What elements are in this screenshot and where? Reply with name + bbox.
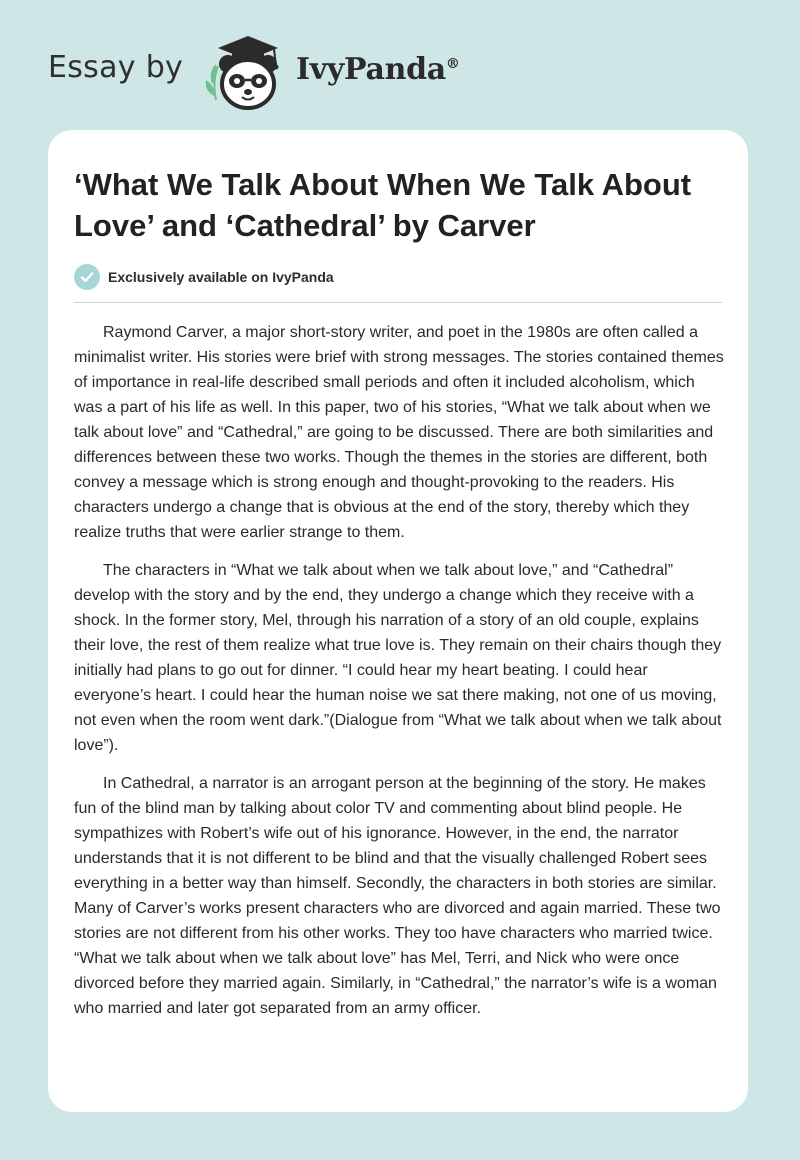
essay-card — [48, 130, 748, 1112]
brand-label: IvyPanda — [296, 52, 446, 87]
registered-mark: ® — [445, 56, 460, 72]
site-header — [0, 0, 800, 130]
brand-name[interactable] — [296, 52, 460, 87]
divider — [74, 302, 722, 303]
paragraph: In Cathedral, a narrator is an arrogant person at the beginning of the story. He makes fun of the blind man by talking about color TV and commenting about blind people. He sympathizes with Robert’s wife out of his ignorance. However, in the end, the narrator understands that it is not different to be blind and that the visually challenged Robert sees everything in a better way than himself. Secondly, the characters in both stories are similar. Many of Carver’s works present characters who are divorced and again married. These two stories are not different from his other works. They too have characters who married twice. “What we talk about when we talk about love” has Mel, Terri, and Nick who were once divorced before they married again. Similarly, in “Cathedral,” the narrator’s wife is a woman who married and later got separated from an army officer. — [74, 775, 721, 1017]
exclusive-badge-label: Exclusively available on IvyPanda — [108, 269, 334, 285]
check-circle-icon — [74, 264, 100, 290]
paragraph: Raymond Carver, a major short-story writer, and poet in the 1980s are often called a minimalist writer. His stories were brief with strong messages. The stories contained themes of importance in real-life described small periods and often it included alcoholism, which was a part of his life as well. In this paper, two of his stories, “What we talk about when we talk about love” and “Cathedral,” are going to be discussed. There are both similarities and differences between these two works. Though the themes in the stories are different, both convey a message which is strong enough and thought-provoking to the readers. His characters undergo a change that is obvious at the end of the story, thereby which they realize truths that were earlier strange to them. — [74, 324, 724, 541]
essay-body — [74, 320, 724, 1034]
paragraph: The characters in “What we talk about when we talk about love,” and “Cathedral” develop with the story and by the end, they undergo a change which they receive with a shock. In the former story, Mel, through his narration of a story of an old couple, explains their love, the rest of them realize what true love is. They remain on their chairs though they initially had plans to go out for dinner. “I could hear my heart beating. I could hear everyone’s heart. I could hear the human noise we sat there making, not one of us moving, not even when the room went dark.”(Dialogue from “What we talk about when we talk about love”). — [74, 562, 722, 754]
checkmark-icon — [80, 270, 94, 284]
panda-graduate-icon[interactable] — [202, 34, 294, 112]
essay-title: ‘What We Talk About When We Talk About Love’ and ‘Cathedral’ by Carver — [74, 167, 692, 243]
essay-by-label: Essay by — [48, 50, 184, 85]
exclusive-badge — [74, 264, 334, 290]
